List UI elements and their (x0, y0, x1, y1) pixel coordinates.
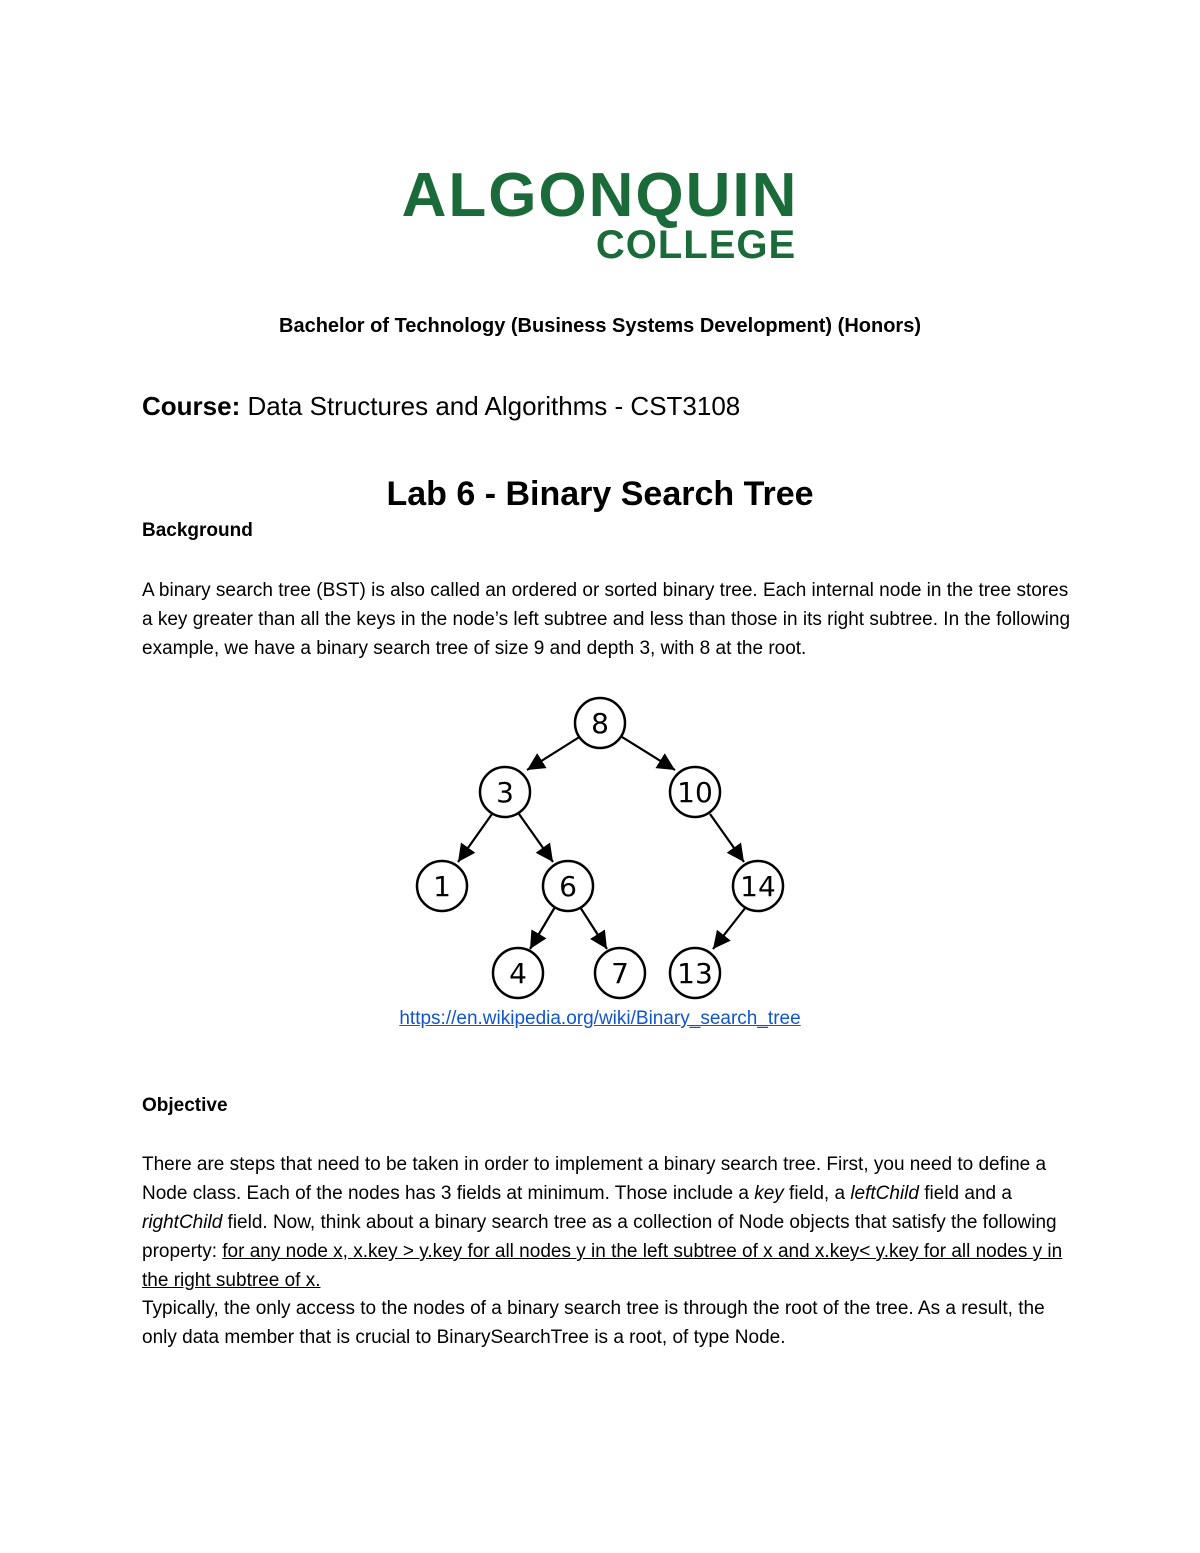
objective-text-a: There are steps that need to be taken in order to implement a binary search tree. First, you need to define a Node class. Each of the nodes has 3 fields at minimum. Those include a (142, 1154, 1047, 1204)
tree-node (493, 948, 543, 998)
logo-line-1: ALGONQUIN (401, 161, 799, 230)
edge-8-3 (527, 736, 581, 770)
tree-node (670, 948, 720, 998)
objective-heading: Objective (142, 1095, 228, 1116)
edge-6-4 (530, 907, 555, 949)
node-label: 1 (433, 870, 451, 903)
edge-3-1 (458, 814, 492, 862)
edge-6-7 (580, 907, 607, 949)
node-label: 7 (611, 957, 629, 990)
tree-node (670, 767, 720, 817)
edge-8-10 (622, 737, 675, 770)
edge-3-6 (519, 814, 553, 862)
bst-property: for any node x, x.key > y.key for all nodes y in the left subtree of x and x.key< y.key for all nodes y in the right subtree of x. (142, 1241, 1063, 1291)
tree-node (417, 861, 467, 911)
logo-line-2: COLLEGE (595, 223, 797, 267)
left-child-term: leftChild (850, 1183, 919, 1204)
program-name: Bachelor of Technology (Business Systems Development) (Honors) (279, 315, 921, 337)
objective-paragraph (142, 1150, 1072, 1295)
node-label: 3 (496, 776, 514, 809)
edge-14-13 (713, 907, 746, 949)
course-value: Data Structures and Algorithms - CST3108 (240, 391, 741, 421)
tree-node (595, 948, 645, 998)
node-label: 6 (559, 870, 577, 903)
root-paragraph: Typically, the only access to the nodes of a binary search tree is through the root of the tree. As a result, the only data member that is crucial to BinarySearchTree is a root, of type Node. (142, 1298, 1045, 1348)
node-label: 14 (740, 870, 776, 903)
node-label: 4 (509, 957, 527, 990)
node-label: 13 (677, 957, 713, 990)
objective-text-d: field. Now, think about a binary search tree as a collection of Node objects that satisfy the following property: (142, 1212, 1057, 1262)
wikipedia-link[interactable]: https://en.wikipedia.org/wiki/Binary_search_tree (399, 1008, 801, 1029)
objective-text-c: field and a (918, 1183, 1012, 1204)
edge-10-14 (710, 814, 744, 862)
tree-node (543, 861, 593, 911)
tree-node (733, 861, 783, 911)
right-child-term: rightChild (142, 1212, 223, 1233)
node-label: 8 (591, 707, 609, 740)
course-line (142, 391, 740, 422)
key-term: key (754, 1183, 784, 1204)
background-heading: Background (142, 520, 253, 541)
tree-node (480, 767, 530, 817)
source-link-row (0, 1008, 1200, 1030)
node-label: 10 (677, 776, 713, 809)
bst-diagram (0, 690, 1200, 1000)
course-label: Course: (142, 391, 241, 421)
tree-node (575, 698, 625, 748)
page-title: Lab 6 - Binary Search Tree (386, 475, 814, 513)
background-paragraph: A binary search tree (BST) is also called an ordered or sorted binary tree. Each internal node in the tree stores a key greater than all the keys in the node’s left subtree and less than those in its right subtree. In the following example, we have a binary search tree of size 9 and depth 3, with 8 at the root. (142, 580, 1071, 659)
objective-text-b: field, a (783, 1183, 851, 1204)
